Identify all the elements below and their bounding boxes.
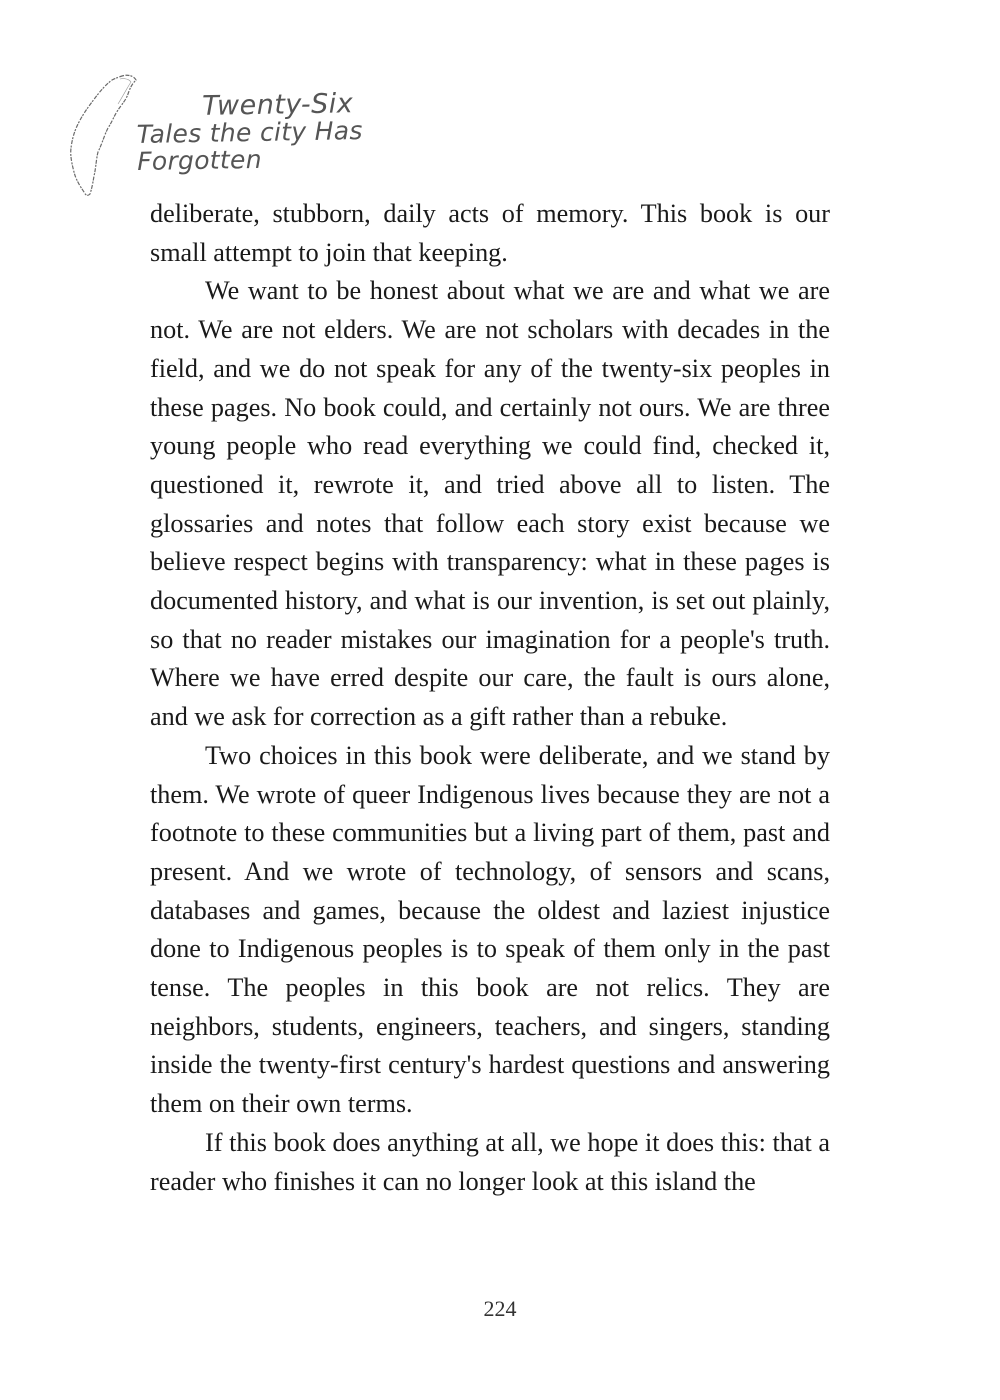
paragraph-continuation: deliberate, stubborn, daily acts of memory. This book is our small attempt to join that keeping. bbox=[150, 199, 830, 267]
page-number: 224 bbox=[483, 1296, 517, 1321]
series-title bbox=[136, 89, 427, 175]
paragraph-hope: If this book does anything at all, we hope it does this: that a reader who finishes it can no longer look at this island the bbox=[150, 1127, 830, 1196]
taiwan-island-icon bbox=[66, 70, 142, 200]
paragraph-honesty: We want to be honest about what we are and what we are not. We are not elders. We are not scholars with decades in the field, and we do not speak for any of the twenty-six peoples in these pages. No book could, and certainly not ours. We are three young people who read everything we could find, checked it, questioned it, rewrote it, and tried above all to listen. The glossaries and notes that follow each story exist because we believe respect begins with transparency: what in these pages is documented history, and what is our invention, is set out plainly, so that no reader mistakes our imagination for a people's truth. Where we have erred despite our care, the fault is ours alone, and we ask for correction as a gift rather than a rebuke. bbox=[150, 276, 830, 732]
series-title-line1: Twenty-Six bbox=[201, 88, 354, 122]
body-text bbox=[150, 195, 830, 1201]
paragraph-choices: Two choices in this book were deliberate, and we stand by them. We wrote of queer Indigenous lives because they are not a footnote to these communities but a living part of them, past and present. And we wrote of technology, of sensors and scans, databases and games, because the oldest and laziest injustice done to Indigenous peoples is to speak of them only in the past tense. The peoples in this book are not relics. They are neighbors, students, engineers, teachers, and singers, standing inside the twenty-first century's hardest questions and answering them on their own terms. bbox=[150, 740, 830, 1119]
series-title-line2: Tales the city Has Forgotten bbox=[136, 116, 363, 176]
running-header bbox=[66, 70, 426, 200]
